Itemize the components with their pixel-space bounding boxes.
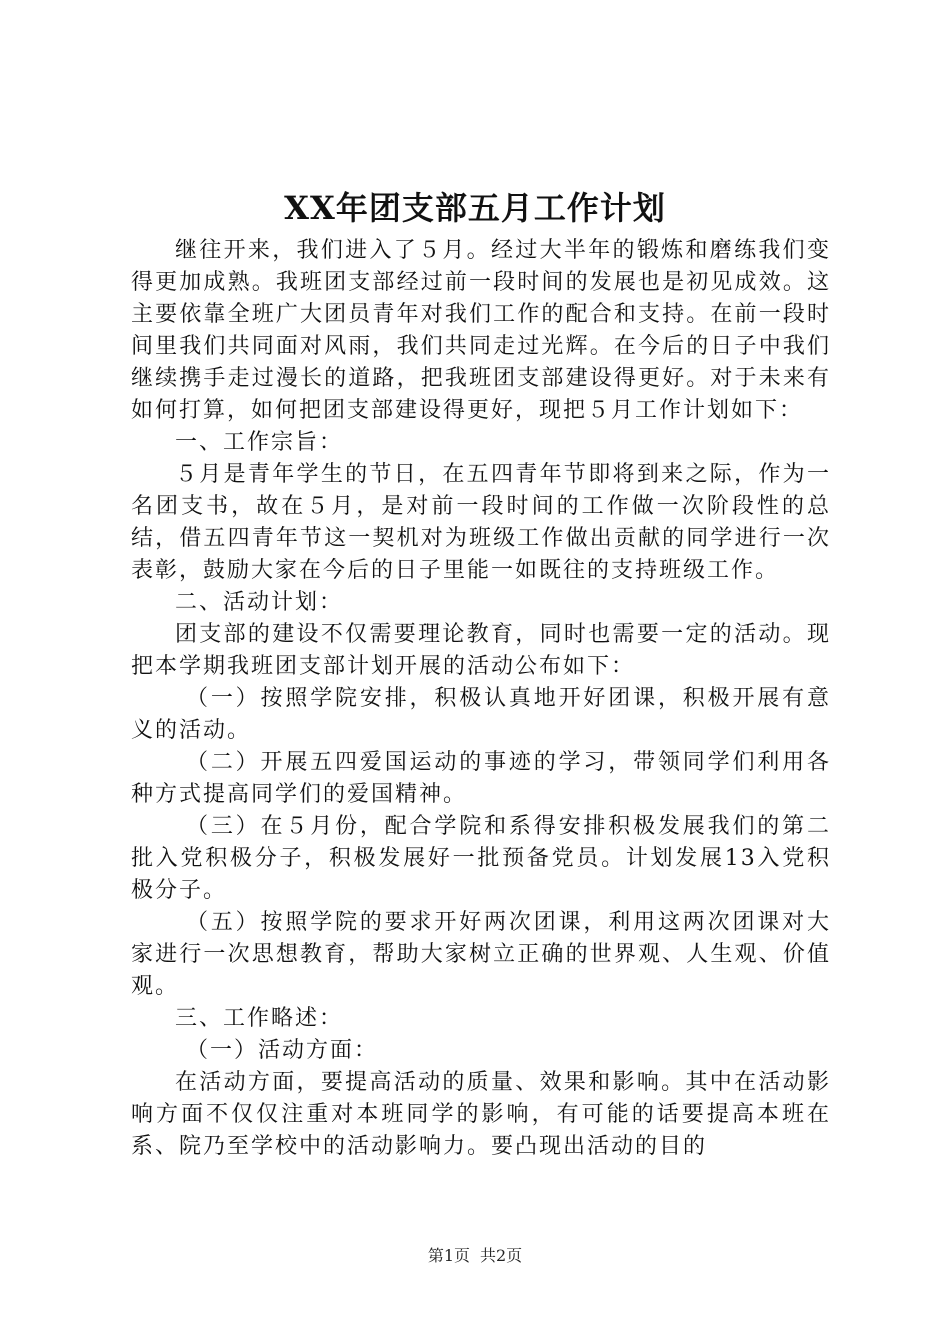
document-title: XX年团支部五月工作计划 xyxy=(284,189,666,227)
plan-item-1: （一）按照学院安排，积极认真地开好团课，积极开展有意义的活动。 xyxy=(131,686,831,743)
plan-item-5: （五）按照学院的要求开好两次团课，利用这两次团课对大家进行一次思想教育，帮助大家树立正确的世界观、人生观、价值观。 xyxy=(131,910,831,999)
page-number: 第1页 xyxy=(427,1246,470,1265)
paragraph-activities: 在活动方面，要提高活动的质量、效果和影响。其中在活动影响方面不仅仅注重对本班同学的影响，有可能的话要提高本班在系、院乃至学校中的活动影响力。要凸现出活动的目的 xyxy=(131,1070,831,1159)
document-body xyxy=(131,235,831,1163)
page-total: 共2页 xyxy=(480,1246,523,1265)
paragraph-intro: 继往开来，我们进入了５月。经过大半年的锻炼和磨练我们变得更加成熟。我班团支部经过前一段时间的发展也是初见成效。这主要依靠全班广大团员青年对我们工作的配合和支持。在前一段时间里我们共同面对风雨，我们共同走过光辉。在今后的日子中我们继续携手走过漫长的道路，把我班团支部建设得更好。对于未来有如何打算，如何把团支部建设得更好，现把５月工作计划如下： xyxy=(131,238,831,423)
heading-work-purpose: 一、工作宗旨： xyxy=(175,430,344,455)
paragraph-activity-plan: 团支部的建设不仅需要理论教育，同时也需要一定的活动。现把本学期我班团支部计划开展的活动公布如下： xyxy=(131,622,831,679)
subheading-activities: （一）活动方面： xyxy=(186,1038,379,1063)
plan-item-3: （三）在５月份，配合学院和系得安排积极发展我们的第二批入党积极分子，积极发展好一批预备党员。计划发展13入党积极分子。 xyxy=(131,814,831,903)
paragraph-work-purpose: ５月是青年学生的节日，在五四青年节即将到来之际，作为一名团支书，故在５月，是对前一段时间的工作做一次阶段性的总结，借五四青年节这一契机对为班级工作做出贡献的同学进行一次表彰，鼓励大家在今后的日子里能一如既往的支持班级工作。 xyxy=(131,462,831,583)
page-footer xyxy=(0,1244,950,1268)
heading-activity-plan: 二、活动计划： xyxy=(175,590,344,615)
plan-item-2: （二）开展五四爱国运动的事迹的学习，带领同学们利用各种方式提高同学们的爱国精神。 xyxy=(131,750,831,807)
heading-work-summary: 三、工作略述： xyxy=(175,1006,344,1031)
